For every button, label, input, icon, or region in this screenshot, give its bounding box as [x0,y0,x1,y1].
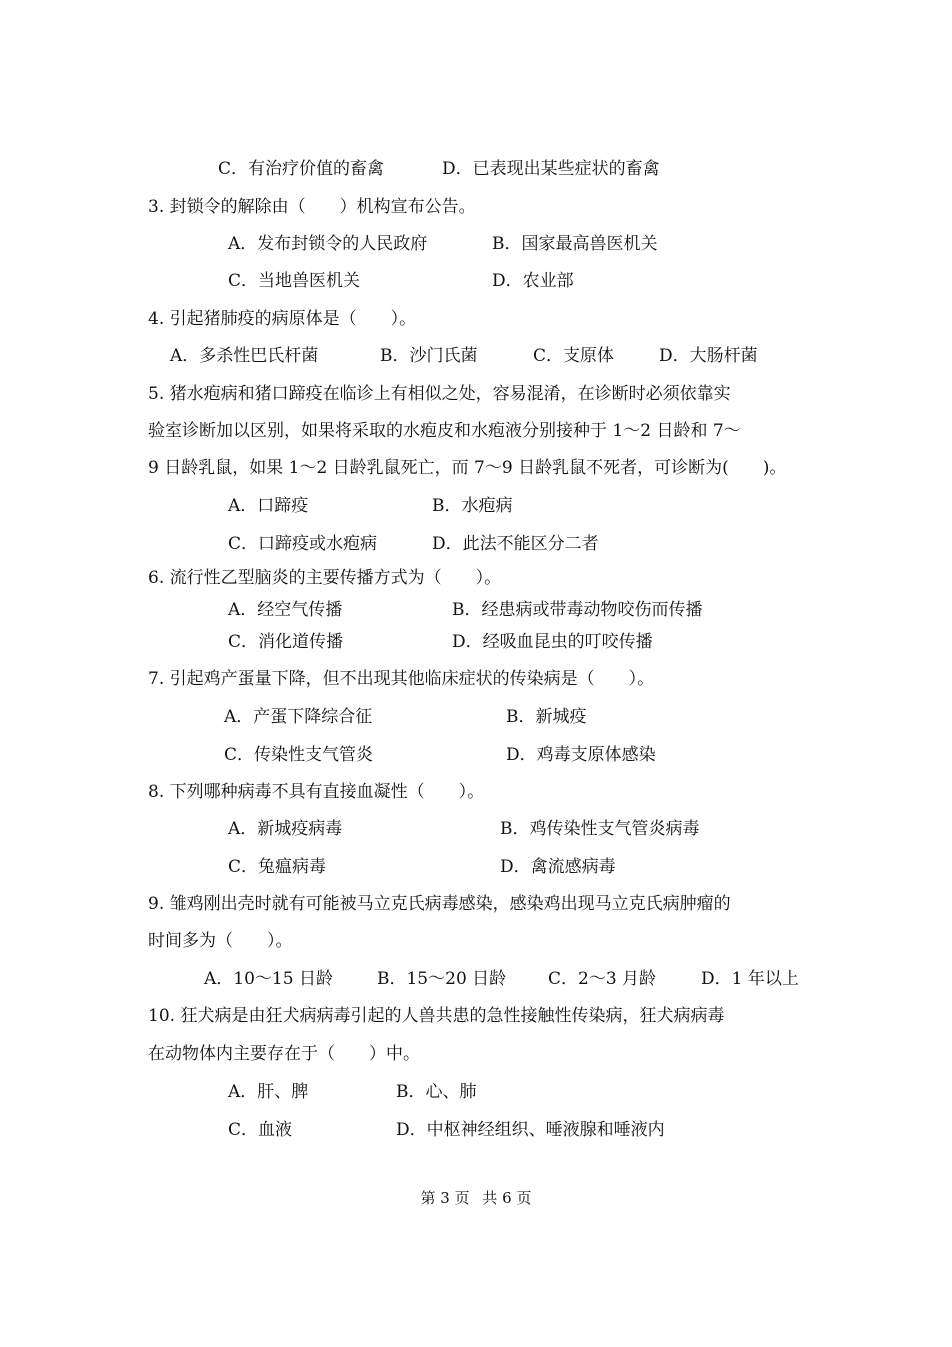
q4-option-d: D．大肠杆菌 [659,346,758,366]
q4-option-a: A．多杀性巴氏杆菌 [170,346,319,366]
q7-option-a: A．产蛋下降综合征 [224,707,373,727]
q7-option-b: B．新城疫 [506,707,587,727]
q9-question-line-2: 时间多为（ ）。 [148,931,293,951]
q6-question: 6. 流行性乙型脑炎的主要传播方式为（ ）。 [148,568,502,588]
q6-option-d: D．经吸血昆虫的叮咬传播 [452,632,653,652]
q8-question: 8. 下列哪种病毒不具有直接血凝性（ ）。 [148,782,485,802]
q5-question-line-2: 验室诊断加以区别，如果将采取的水疱皮和水疱液分别接种于 1～2 日龄和 7～ [148,421,741,441]
q3-option-d: D．农业部 [492,271,574,291]
q5-option-c: C．口蹄疫或水疱病 [228,534,378,554]
q3-option-c: C．当地兽医机关 [228,271,361,291]
q10-option-d: D．中枢神经组织、唾液腺和唾液内 [396,1120,665,1140]
q9-option-c: C．2～3 月龄 [548,969,657,989]
page-number: 第 3 页 [420,1189,470,1207]
q10-question-line-2: 在动物体内主要存在于（ ）中。 [148,1044,420,1064]
q9-option-a: A．10～15 日龄 [204,969,333,989]
q10-option-c: C．血液 [228,1120,293,1140]
q5-option-b: B．水疱病 [432,496,513,516]
q4-option-b: B．沙门氏菌 [380,346,478,366]
q5-option-d: D．此法不能区分二者 [432,534,599,554]
q4-question: 4. 引起猪肺疫的病原体是（ ）。 [148,309,417,329]
q5-question-line-1: 5. 猪水疱病和猪口蹄疫在临诊上有相似之处，容易混淆，在诊断时必须依靠实 [148,384,731,404]
q6-option-c: C．消化道传播 [228,632,344,652]
q8-option-d: D．禽流感病毒 [500,857,616,877]
q5-option-a: A．口蹄疫 [228,496,309,516]
q5-question-line-3: 9 日龄乳鼠，如果 1～2 日龄乳鼠死亡，而 7～9 日龄乳鼠不死者，可诊断为( )。 [148,458,787,478]
q8-option-a: A．新城疫病毒 [228,819,343,839]
page-footer [0,1187,952,1208]
q9-option-d: D．1 年以上 [701,969,799,989]
q3-option-b: B．国家最高兽医机关 [492,234,658,254]
q8-option-c: C．兔瘟病毒 [228,857,327,877]
q7-option-d: D．鸡毒支原体感染 [506,745,656,765]
q10-question-line-1: 10. 狂犬病是由狂犬病病毒引起的人兽共患的急性接触性传染病，狂犬病病毒 [148,1006,725,1026]
q9-question-line-1: 9. 雏鸡刚出壳时就有可能被马立克氏病毒感染，感染鸡出现马立克氏病肿瘤的 [148,894,731,914]
q3-question: 3. 封锁令的解除由（ ）机构宣布公告。 [148,197,476,217]
q6-option-a: A．经空气传播 [228,600,343,620]
q4-option-c: C．支原体 [533,346,615,366]
q10-option-b: B．心、肺 [396,1082,477,1102]
q3-option-a: A．发布封锁令的人民政府 [228,234,428,254]
q10-option-a: A．肝、脾 [228,1082,309,1102]
q8-option-b: B．鸡传染性支气管炎病毒 [500,819,700,839]
q9-option-b: B．15～20 日龄 [377,969,507,989]
page-total: 共 6 页 [482,1189,532,1207]
q2-option-d: D．已表现出某些症状的畜禽 [442,159,660,179]
q2-option-c: C．有治疗价值的畜禽 [218,159,385,179]
q6-option-b: B．经患病或带毒动物咬伤而传播 [452,600,703,620]
q7-question: 7. 引起鸡产蛋量下降，但不出现其他临床症状的传染病是（ ）。 [148,669,655,689]
q7-option-c: C．传染性支气管炎 [224,745,374,765]
